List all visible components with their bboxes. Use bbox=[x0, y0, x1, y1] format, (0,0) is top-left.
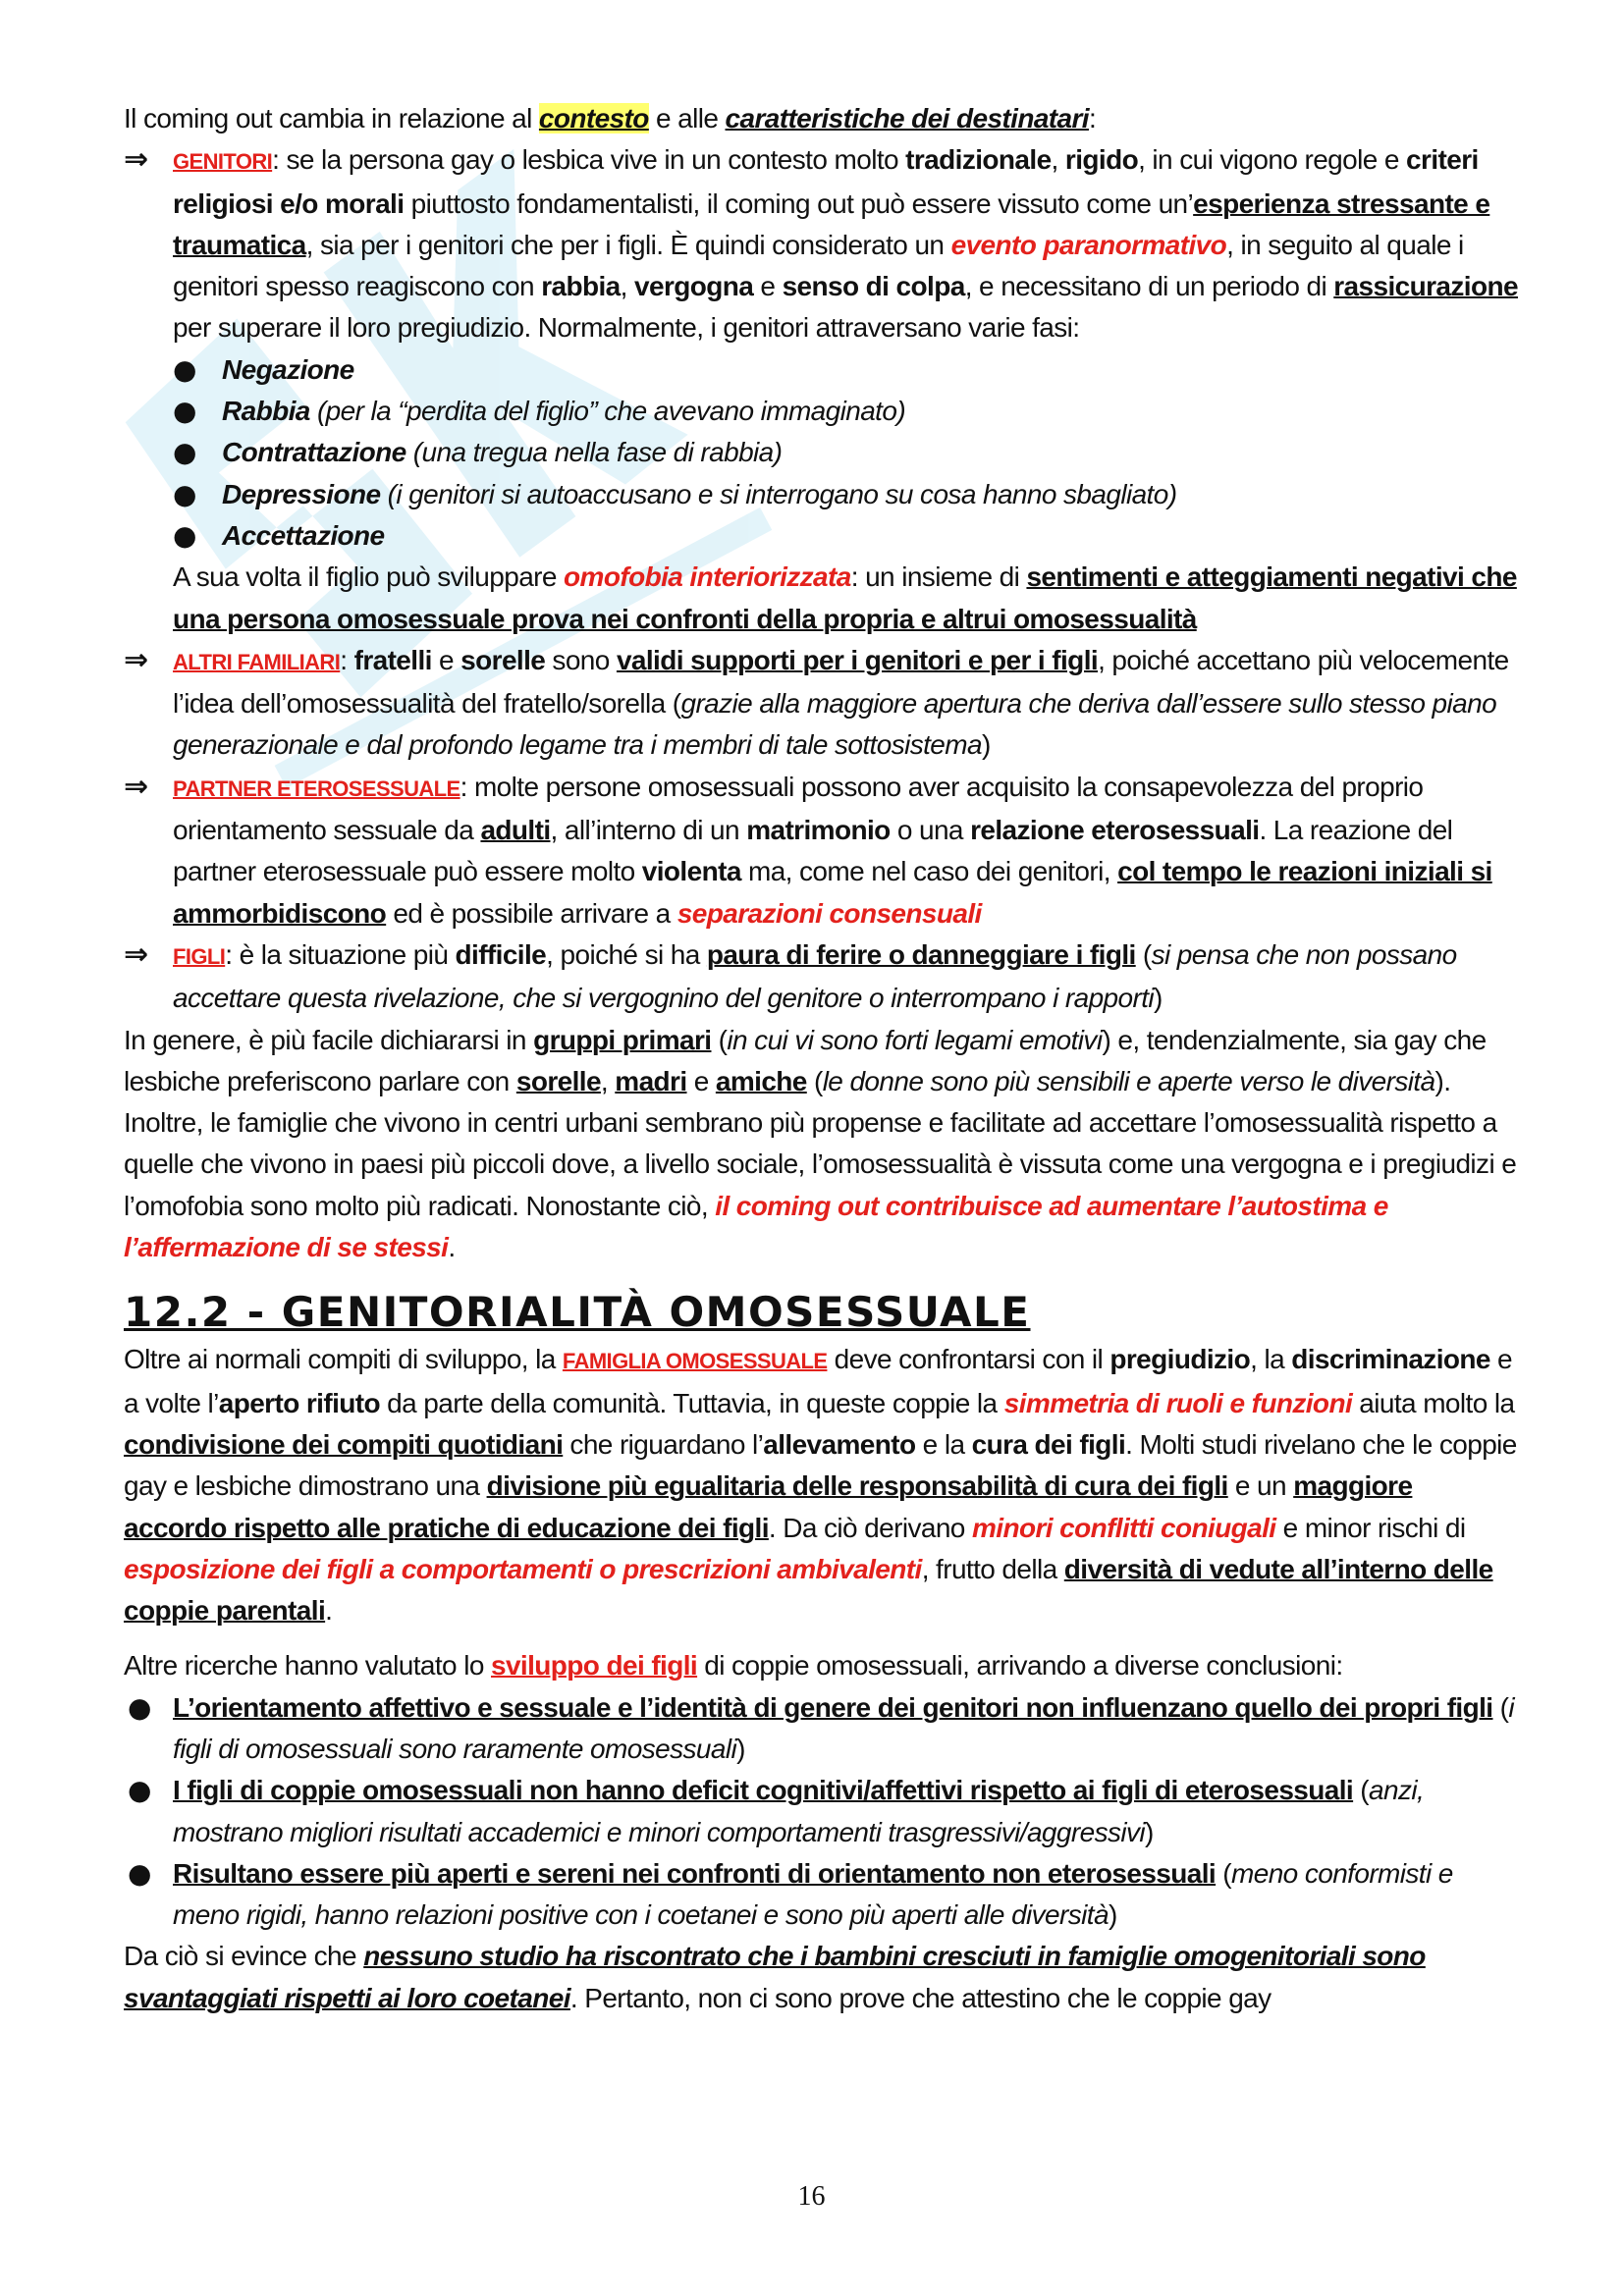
page-number: 16 bbox=[797, 2181, 826, 2212]
conclusione-item: ● I figli di coppie omosessuali non hanno deficit cognitivi/affettivi rispetto ai figli di eterosessuali (anzi, mostrano migliori risultati accademici e minori comportamenti trasgressivi/aggressivi) bbox=[124, 1770, 1518, 1853]
conclusione-item: ● Risultano essere più aperti e sereni nei confronti di orientamento non eterosessuali (meno conformisti e meno rigidi, hanno relazioni positive con i coetanei e sono più aperti alle diversità) bbox=[124, 1853, 1518, 1937]
right-arrow-icon: ⇒ bbox=[124, 936, 148, 972]
bullet-icon: ● bbox=[173, 477, 196, 510]
bullet-icon: ● bbox=[173, 352, 196, 386]
genitori-item: ⇒ GENITORI: se la persona gay o lesbica vive in un contesto molto tradizionale, rigido, in cui vigono regole e criteri religiosi e/o morali piuttosto fondamentalisti, il coming out può essere vissuto come un’esperienza stressante e traumatica, sia per i genitori che per i figli. È quindi considerato un evento paranormativo, in seguito al quale i genitori spesso reagiscono con rabbia, vergogna e senso di colpa, e necessitano di un periodo di rassicurazione per superare il loro pregiudizio. Normalmente, i genitori attraversano varie fasi: bbox=[124, 139, 1518, 348]
genitori-label: GENITORI bbox=[173, 149, 273, 175]
omofobia-paragraph: A sua volta il figlio può sviluppare omofobia interiorizzata: un insieme di sentimenti e atteggiamenti negativi che una persona omosessuale prova nei confronti della propria e altrui omosessualità bbox=[173, 561, 1517, 634]
altri-familiari-item: ⇒ ALTRI FAMILIARI: fratelli e sorelle sono validi supporti per i genitori e per i figli, poiché accettano più velocemente l’idea dell’omosessualità del fratello/sorella (grazie alla maggiore apertura che deriva dall’essere sullo stesso piano generazionale e dal profondo legame tra i membri di tale sottosistema) bbox=[124, 640, 1518, 767]
intro-paragraph: Il coming out cambia in relazione al contesto e alle caratteristiche dei destinatari: bbox=[124, 103, 1097, 133]
bullet-icon: ● bbox=[128, 1774, 151, 1807]
bullet-icon: ● bbox=[173, 395, 196, 428]
famiglia-paragraph: Oltre ai normali compiti di sviluppo, la FAMIGLIA OMOSESSUALE deve confrontarsi con il pregiudizio, la discriminazione e a volte l’aperto rifiuto da parte della comunità. Tuttavia, in queste coppie la simmetria di ruoli e funzioni aiuta molto la condivisione dei compiti quotidiani che riguardano l’allevamento e la cura dei figli. Molti studi rivelano che le coppie gay e lesbiche dimostrano una divisione più egualitaria delle responsabilità di cura dei figli e un maggiore accordo rispetto alle pratiche di educazione dei figli. Da ciò derivano minori conflitti coniugali e minor rischi di esposizione dei figli a comportamenti o prescrizioni ambivalenti, frutto della diversità di vedute all’interno delle coppie parentali. bbox=[124, 1344, 1517, 1627]
right-arrow-icon: ⇒ bbox=[124, 642, 148, 677]
bullet-icon: ● bbox=[128, 1690, 151, 1724]
right-arrow-icon: ⇒ bbox=[124, 769, 148, 804]
bullet-icon: ● bbox=[173, 436, 196, 469]
bullet-icon: ● bbox=[173, 518, 196, 552]
page-content bbox=[124, 98, 1518, 2019]
bullet-icon: ● bbox=[128, 1856, 151, 1890]
genere-paragraph: In genere, è più facile dichiararsi in gruppi primari (in cui vi sono forti legami emotivi) e, tendenzialmente, sia gay che lesbiche preferiscono parlare con sorelle, madri e amiche (le donne sono più sensibili e aperte verso le diversità). Inoltre, le famiglie che vivono in centri urbani sembrano più propense e facilitate ad accettare l’omosessualità rispetto a quelle che vivono in paesi più piccoli dove, a livello sociale, l’omosessualità è vissuta come una vergogna e i pregiudizi e l’omofobia sono molto più radicati. Nonostante ciò, il coming out contribuisce ad aumentare l’autostima e l’affermazione di se stessi. bbox=[124, 1024, 1517, 1263]
partner-item: ⇒ PARTNER ETEROSESSUALE: molte persone omosessuali possono aver acquisito la consapevolezza del proprio orientamento sessuale da adulti, all’interno di un matrimonio o una relazione eterosessuali. La reazione del partner eterosessuale può essere molto violenta ma, come nel caso dei genitori, col tempo le reazioni iniziali si ammorbidiscono ed è possibile arrivare a separazioni consensuali bbox=[124, 767, 1518, 934]
fase-item: ● Rabbia (per la “perdita del figlio” che avevano immaginato) bbox=[124, 391, 1518, 432]
conclusione-item: ● L’orientamento affettivo e sessuale e l’identità di genere dei genitori non influenzano quello dei propri figli (i figli di omosessuali sono raramente omosessuali) bbox=[124, 1687, 1518, 1771]
ricerche-paragraph: Altre ricerche hanno valutato lo sviluppo dei figli di coppie omosessuali, arrivando a diverse conclusioni: bbox=[124, 1650, 1343, 1682]
figli-item: ⇒ FIGLI: è la situazione più difficile, poiché si ha paura di ferire o danneggiare i figli (si pensa che non possano accettare questa rivelazione, che si vergognino del genitore o interrompano i rapporti) bbox=[124, 934, 1518, 1020]
finale-paragraph: Da ciò si evince che nessuno studio ha riscontrato che i bambini cresciuti in famiglie omogenitoriali sono svantaggiati rispetti ai loro coetanei. Pertanto, non ci sono prove che attestino che le coppie gay bbox=[124, 1941, 1426, 2013]
fase-item: ● Depressione (i genitori si autoaccusano e si interrogano su cosa hanno sbagliato) bbox=[124, 474, 1518, 515]
section-title: 12.2 - GENITORIALITÀ OMOSESSUALE bbox=[124, 1288, 1031, 1337]
fase-item: ● Negazione bbox=[124, 349, 1518, 391]
fase-item: ● Contrattazione (una tregua nella fase di rabbia) bbox=[124, 432, 1518, 473]
fase-item: ● Accettazione bbox=[124, 515, 1518, 557]
right-arrow-icon: ⇒ bbox=[124, 142, 148, 178]
